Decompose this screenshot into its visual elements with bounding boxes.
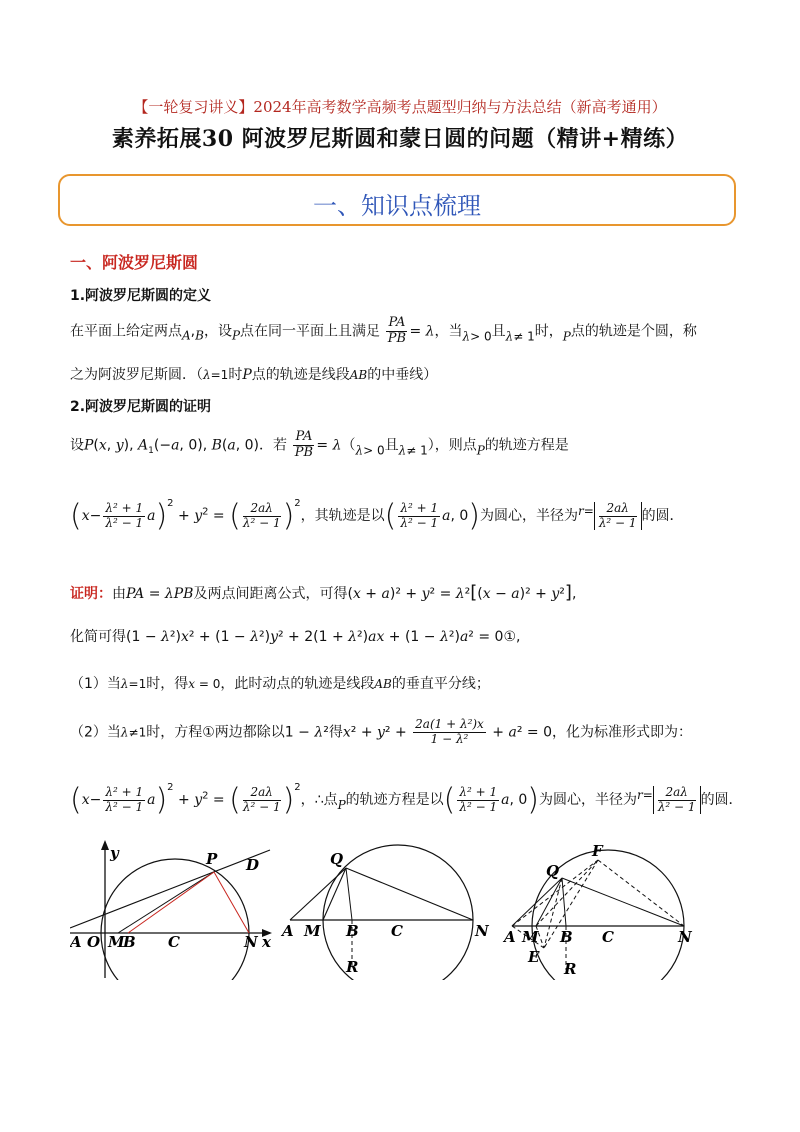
fig2-line-aq bbox=[290, 868, 346, 920]
fig3-line-qn bbox=[562, 878, 684, 926]
fig3-line-fn bbox=[598, 860, 684, 926]
section-title: 一、知识点梳理 bbox=[313, 192, 481, 220]
fig3-label-e: E bbox=[528, 948, 540, 966]
definition-heading: 1.阿波罗尼斯圆的定义 bbox=[70, 288, 212, 304]
figure-1 bbox=[70, 840, 285, 980]
definition-line-1: 在平面上给定两点A,B，设P点在同一平面上且满足 $\frac{PA}{PB}$ = λ，当λ> 0且λ≠ 1时，P点的轨迹是个圆，称 bbox=[70, 315, 697, 346]
fig3-label-n: N bbox=[678, 928, 692, 946]
fig2-label-q: Q bbox=[330, 850, 344, 868]
fig3-label-a: A bbox=[504, 928, 516, 946]
fig3-label-b: B bbox=[560, 928, 573, 946]
fig1-label-c: C bbox=[168, 933, 180, 951]
definition-line-2: 之为阿波罗尼斯圆．（λ=1时P点的轨迹是线段AB的中垂线） bbox=[70, 367, 438, 383]
proof-line: 证明：由PA = λPB及两点间距离公式，可得(x + a)² + y² = λ²[(x − a)² + y²], bbox=[70, 582, 577, 603]
circle-equation-1: (x− $\frac{\text{λ² + 1}}{\text{λ² − 1}}$ $a)^2 + y^2$ = ( $\frac{2a\lambda}{\text{λ² − 1}}$ )$^2$，其轨迹是以( $\frac{\text{λ² + 1}}{\text{λ² − 1}}$ a, 0)为圆心，半径为r= $\frac{2a\lambda}{\text{λ² − 1}}$ 的圆． bbox=[70, 498, 684, 534]
fig3-line-mq bbox=[536, 878, 562, 926]
fig2-line-qb bbox=[346, 868, 352, 920]
simplify-line: 化简可得(1 − λ²)x² + (1 − λ²)y² + 2(1 + λ²)ax + (1 − λ²)a² = 0①, bbox=[70, 629, 521, 645]
fig1-line-ad bbox=[70, 850, 270, 928]
fig3-line-aq bbox=[512, 878, 562, 926]
fig1-label-o: O bbox=[87, 933, 101, 951]
fig1-label-a: A bbox=[70, 933, 82, 951]
fig3-label-c: C bbox=[602, 928, 614, 946]
fig1-y-arrow bbox=[101, 840, 109, 850]
circle-equation-2: (x− $\frac{\text{λ² + 1}}{\text{λ² − 1}}$ $a)^2 + y^2$ = ( $\frac{2a\lambda}{\text{λ² − 1}}$ )$^2$，∴点P的轨迹方程是以( $\frac{\text{λ² + 1}}{\text{λ² − 1}}$ a, 0)为圆心，半径为r= $\frac{2a\lambda}{\text{λ² − 1}}$ 的圆． bbox=[70, 782, 743, 818]
fig3-label-m: M bbox=[522, 928, 539, 946]
subsection-title: 一、阿波罗尼斯圆 bbox=[70, 253, 199, 272]
fig1-label-d: D bbox=[246, 856, 260, 874]
fig2-label-n: N bbox=[475, 922, 489, 940]
fig1-line-mp bbox=[118, 872, 214, 933]
figure-3 bbox=[500, 840, 720, 980]
fig3-line-qb bbox=[562, 878, 566, 926]
fig2-label-m: M bbox=[304, 922, 321, 940]
case-1-line: （1）当λ=1时，得x = 0，此时动点的轨迹是线段AB的垂直平分线； bbox=[70, 676, 490, 692]
fig2-label-c: C bbox=[391, 922, 403, 940]
fig2-label-a: A bbox=[282, 922, 294, 940]
figure-2 bbox=[280, 840, 495, 980]
case-2-line: （2）当λ≠1时，方程①两边都除以1 − λ²得x² + y² + $\frac{\text{2a(1 + λ²)x}}{\text{1 − λ²}}$ + a² = 0，化为标准形式即为： bbox=[70, 717, 692, 746]
fig1-line-bp bbox=[128, 872, 214, 933]
section-box bbox=[58, 174, 736, 226]
fig3-label-r: R bbox=[564, 960, 577, 978]
fig1-label-n: N bbox=[244, 933, 258, 951]
fig1-label-p: P bbox=[206, 850, 218, 868]
proof-heading: 2.阿波罗尼斯圆的证明 bbox=[70, 399, 212, 415]
fig3-label-q: Q bbox=[546, 862, 560, 880]
fig2-label-b: B bbox=[346, 922, 359, 940]
fig1-label-m: M bbox=[108, 933, 125, 951]
fig1-circle bbox=[101, 859, 249, 980]
fig1-line-pn bbox=[214, 872, 249, 933]
fig2-line-qn bbox=[346, 868, 473, 920]
fig1-label-b: B bbox=[123, 933, 136, 951]
page-title: 素养拓展30 阿波罗尼斯圆和蒙日圆的问题（精讲+精练） bbox=[111, 126, 689, 152]
fig2-line-mq bbox=[323, 868, 346, 920]
proof-setup-line: 设P(x, y), $A_1(-a$, 0), B(a, 0)．若 $\frac{PA}{PB}$ = λ（λ> 0且λ≠ 1），则点P的轨迹方程是 bbox=[70, 429, 569, 460]
fig3-label-f: F bbox=[592, 842, 603, 860]
fig1-label-x: x bbox=[262, 933, 271, 951]
fig2-label-r: R bbox=[346, 958, 359, 976]
top-note: 【一轮复习讲义】2024年高考数学高频考点题型归纳与方法总结（新高考通用） bbox=[133, 98, 667, 116]
fig1-label-y: y bbox=[110, 844, 119, 862]
